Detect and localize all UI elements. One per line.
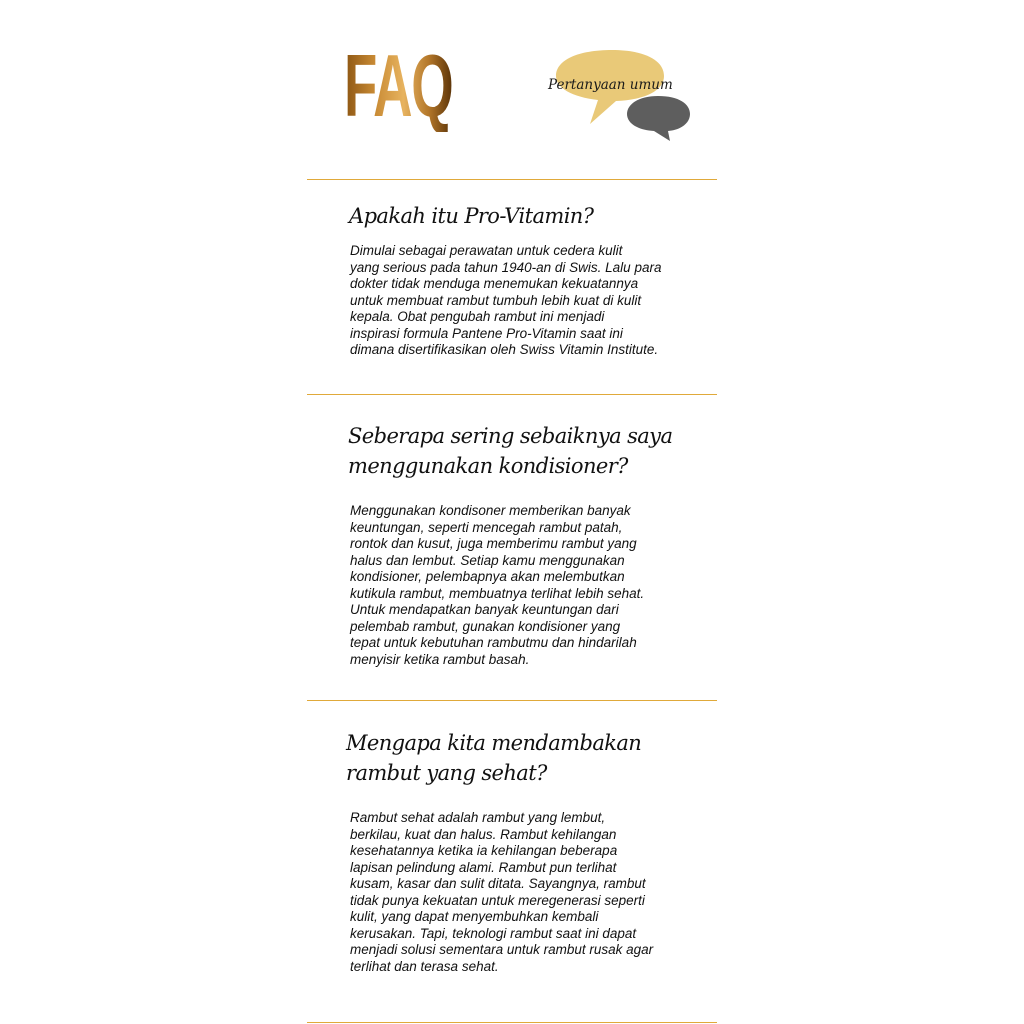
divider	[307, 179, 717, 180]
faq-answer-3: Rambut sehat adalah rambut yang lembut, berkilau, kuat dan halus. Rambut kehilangan kesehatannya ketika ia kehilangan beberapa lapisan pelindung alami. Rambut pun terlihat kusam, kasar dan sulit ditata. Sayangnya, rambut tidak punya kekuatan untuk meregenerasi seperti kulit, yang dapat menyembuhkan kembali kerusakan. Tapi, teknologi rambut saat ini dapat menjadi solusi sementara untuk rambut rusak agar terlihat dan terasa sehat.	[350, 810, 654, 974]
dark-speech-bubble	[627, 96, 690, 141]
faq-answer-1: Dimulai sebagai perawatan untuk cedera kulit yang serious pada tahun 1940-an di Swis. Lalu para dokter tidak menduga menemukan kekuatannya untuk membuat rambut tumbuh lebih kuat di kulit kepala. Obat pengubah rambut ini menjadi inspirasi formula Pantene Pro-Vitamin saat ini dimana disertifikasikan oleh Swiss Vitamin Institute.	[350, 243, 662, 357]
divider	[307, 394, 717, 395]
faq-question-1: Apakah itu Pro-Vitamin?	[349, 204, 594, 228]
faq-question-3: Mengapa kita mendambakan rambut yang sehat?	[346, 731, 642, 785]
divider	[307, 700, 717, 701]
faq-question-2: Seberapa sering sebaiknya saya menggunakan kondisioner?	[348, 424, 673, 478]
bubble-label: Pertanyaan umum	[548, 77, 673, 93]
faq-answer-2: Menggunakan kondisoner memberikan banyak keuntungan, seperti mencegah rambut patah, rontok dan kusut, juga memberimu rambut yang halus dan lembut. Setiap kamu menggunakan kondisioner, pelembapnya akan melembutkan kutikula rambut, membuatnya terlihat lebih sehat. Untuk mendapatkan banyak keuntungan dari pelembab rambut, gunakan kondisioner yang tepat untuk kebutuhan rambutmu dan hindarilah menyisir ketika rambut basah.	[350, 503, 645, 667]
divider	[307, 1022, 717, 1023]
page-title: FAQ	[344, 36, 453, 135]
speech-bubbles-icon	[540, 46, 700, 146]
